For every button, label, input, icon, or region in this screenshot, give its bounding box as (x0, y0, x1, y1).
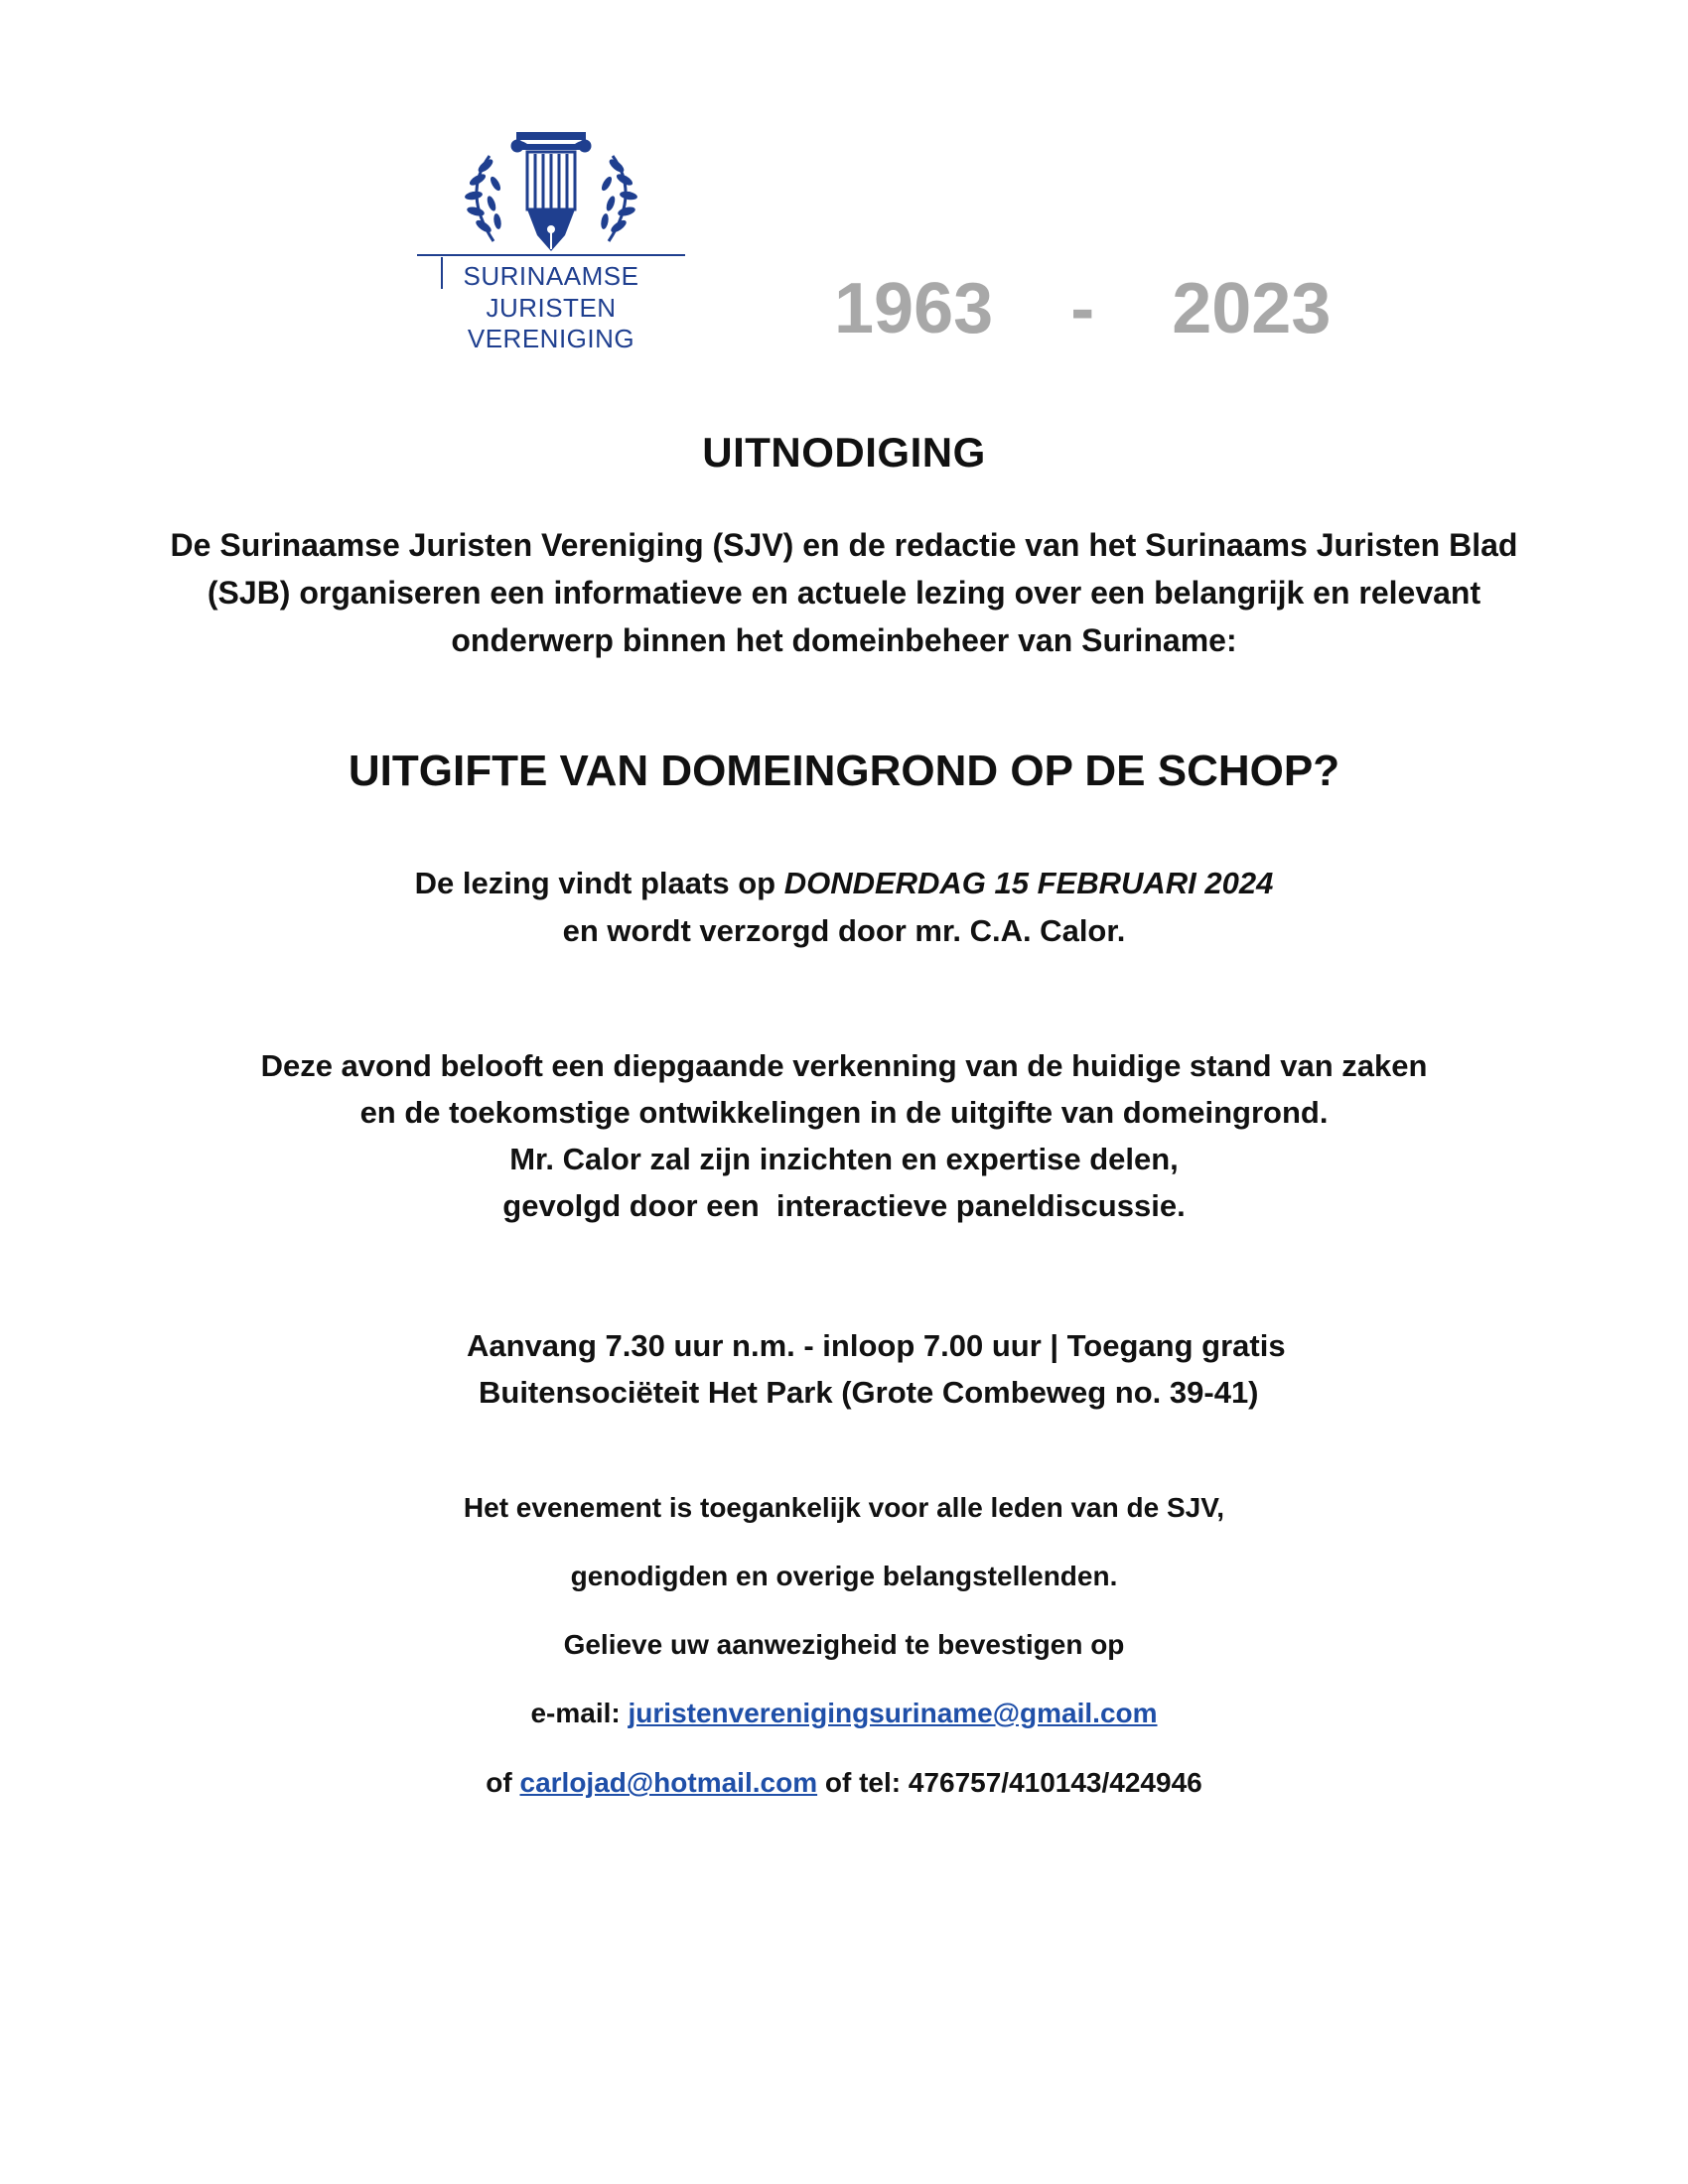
description-line: gevolgd door een interactieve paneldiscussie. (502, 1188, 1186, 1223)
sjv-logo (402, 124, 700, 353)
access-line: genodigden en overige belangstellenden. (570, 1561, 1118, 1591)
logo-text-line1: SURINAAMSE (463, 261, 639, 291)
practical-info (179, 1322, 1286, 1416)
description-line: en de toekomstige ontwikkelingen in de uitgifte van domeingrond. (359, 1095, 1329, 1130)
logo-text-line2: JURISTEN VERENIGING (467, 293, 635, 353)
rsvp-text: Gelieve uw aanwezigheid te bevestigen op (563, 1629, 1125, 1660)
intro-line: De Surinaamse Juristen Vereniging (SJV) en de redactie van het Surinaams Juristen Blad (170, 527, 1518, 563)
intro-paragraph (129, 521, 1559, 664)
description-line: Deze avond belooft een diepgaande verkenning van de huidige stand van zaken (260, 1048, 1428, 1083)
date-block (0, 860, 1688, 955)
contact-line (0, 1767, 1688, 1799)
location-info: Buitensociëteit Het Park (Grote Combeweg no. 39-41) (479, 1375, 1259, 1410)
phone-numbers: 476757/410143/424946 (908, 1767, 1202, 1798)
description-paragraph (0, 1042, 1688, 1229)
date-prefix: De lezing vindt plaats op (414, 866, 784, 900)
email-link[interactable]: juristenverenigingsuriname@gmail.com (628, 1698, 1158, 1728)
page-title: UITNODIGING (702, 429, 986, 476)
email2-link[interactable]: carlojad@hotmail.com (519, 1767, 818, 1798)
year-separator: - (1070, 269, 1095, 348)
lecture-topic: UITGIFTE VAN DOMEINGROND OP DE SCHOP? (348, 747, 1340, 795)
anniversary-years (834, 268, 1331, 349)
email-line (0, 1698, 1688, 1729)
speaker-line: en wordt verzorgd door mr. C.A. Calor. (562, 913, 1126, 948)
access-line: Het evenement is toegankelijk voor alle leden van de SJV, (463, 1492, 1225, 1523)
intro-line: (SJB) organiseren een informatieve en actuele lezing over een belangrijk en relevant (207, 575, 1481, 611)
year-end: 2023 (1172, 269, 1332, 348)
event-date: DONDERDAG 15 FEBRUARI 2024 (783, 866, 1274, 900)
of-prefix: of (486, 1767, 520, 1798)
year-start: 1963 (834, 269, 994, 348)
phone-label: of tel: (817, 1767, 909, 1798)
date-line (0, 860, 1688, 907)
intro-line: onderwerp binnen het domeinbeheer van Suriname: (451, 622, 1237, 658)
time-info: Aanvang 7.30 uur n.m. - inloop 7.00 uur | Toegang gratis (467, 1328, 1286, 1363)
email-label: e-mail: (530, 1698, 629, 1728)
description-line: Mr. Calor zal zijn inzichten en expertise delen, (509, 1142, 1179, 1176)
